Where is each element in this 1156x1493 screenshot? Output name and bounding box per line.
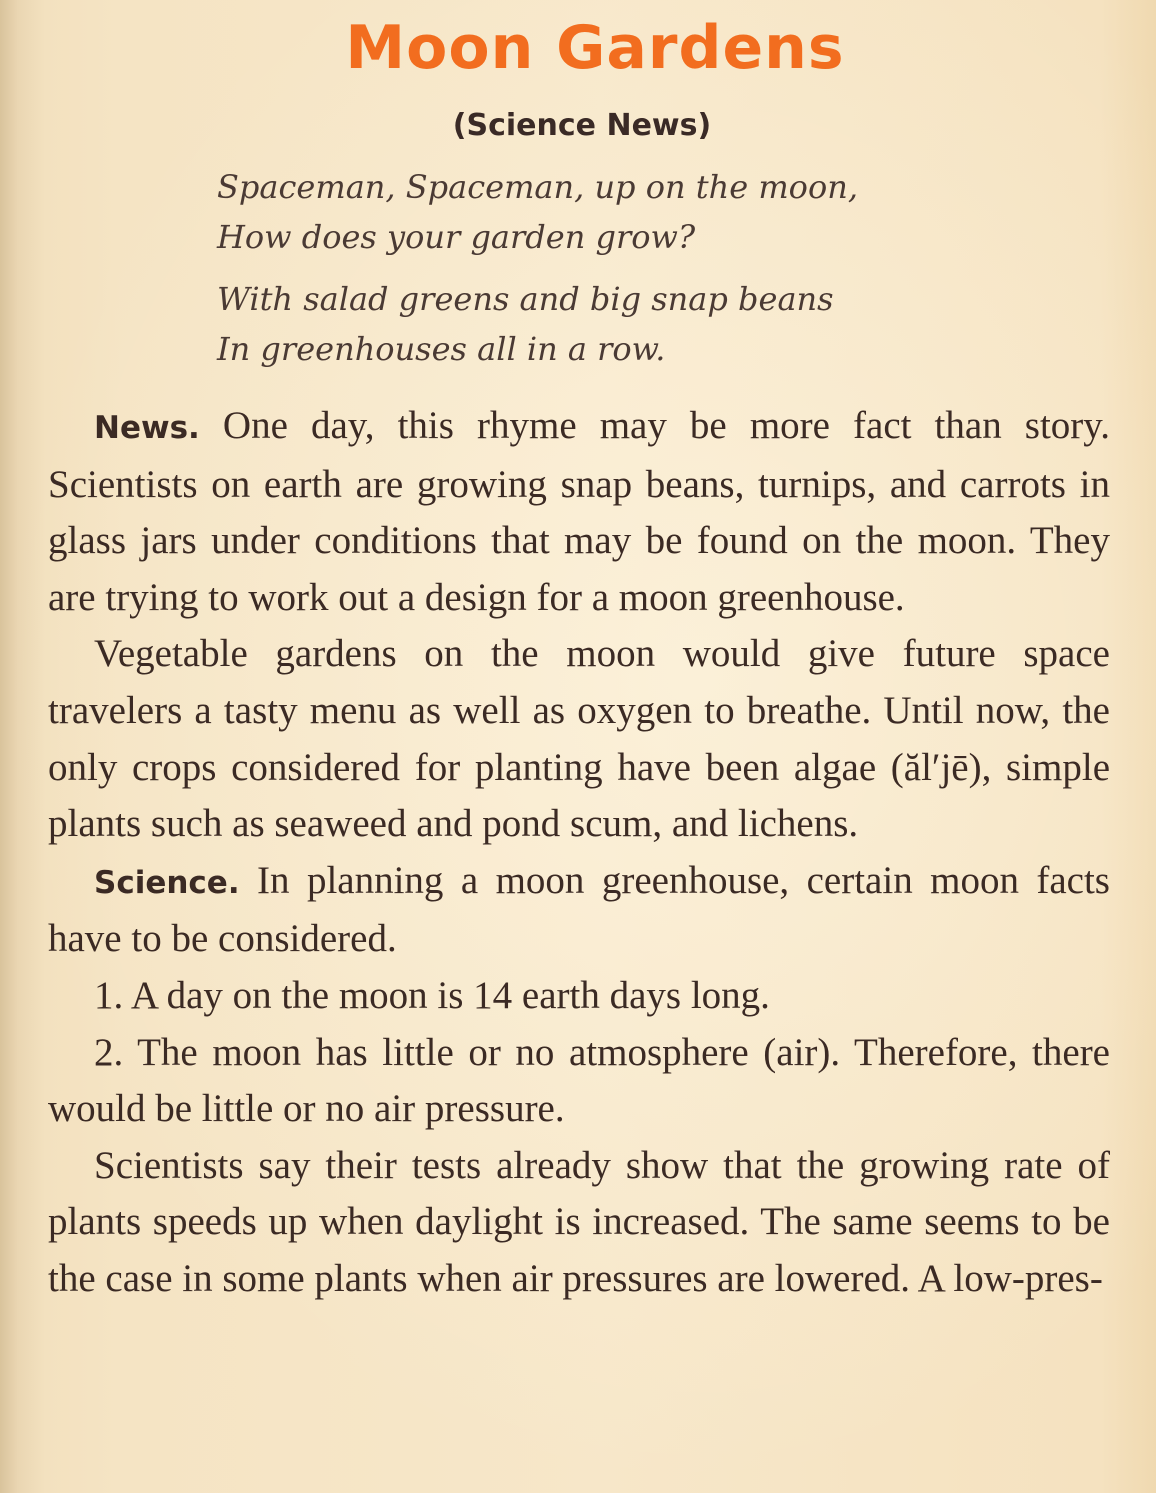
poem-line: How does your garden grow? (217, 218, 696, 256)
article-body (48, 398, 1110, 1308)
poem-line: In greenhouses all in a row. (217, 330, 666, 368)
science-text: In planning a moon greenhouse, certain moon facts have to be considered. (48, 858, 1110, 961)
poem (217, 162, 858, 374)
fact-item: 2. The moon has little or no atmosphere (air). Therefore, there would be little or no air pressure. (48, 1030, 1110, 1131)
paragraph-scientists-say: Scientists say their tests already show that the growing rate of plants speeds up when daylight is increased. The same seems to be the case in some plants when air pressures are lowered. A low-pres- (48, 1143, 1110, 1300)
poem-stanza (217, 162, 858, 262)
science-paragraph (48, 853, 1110, 968)
poem-line: With salad greens and big snap beans (217, 280, 834, 318)
paragraph-vegetable-gardens: Vegetable gardens on the moon would give future space travelers a tasty menu as well as oxygen to breathe. Until now, the only crops considered for planting have been algae (ăl′jē), simple plants such as seaweed and pond scum, and lichens. (48, 632, 1110, 846)
poem-stanza (217, 274, 858, 374)
news-label: News. (94, 410, 200, 446)
science-label: Science. (94, 864, 240, 901)
article-subtitle: (Science News) (452, 108, 712, 143)
article-title: Moon Gardens (345, 13, 845, 83)
poem-line: Spaceman, Spaceman, up on the moon, (217, 168, 858, 206)
fact-item: 1. A day on the moon is 14 earth days long. (94, 973, 770, 1017)
news-paragraph (48, 398, 1110, 626)
news-text: One day, this rhyme may be more fact than story. Scientists on earth are growing snap beans, turnips, and carrots in glass jars under conditions that may be found on the moon. They are trying to work out a design for a moon greenhouse. (48, 404, 1110, 619)
